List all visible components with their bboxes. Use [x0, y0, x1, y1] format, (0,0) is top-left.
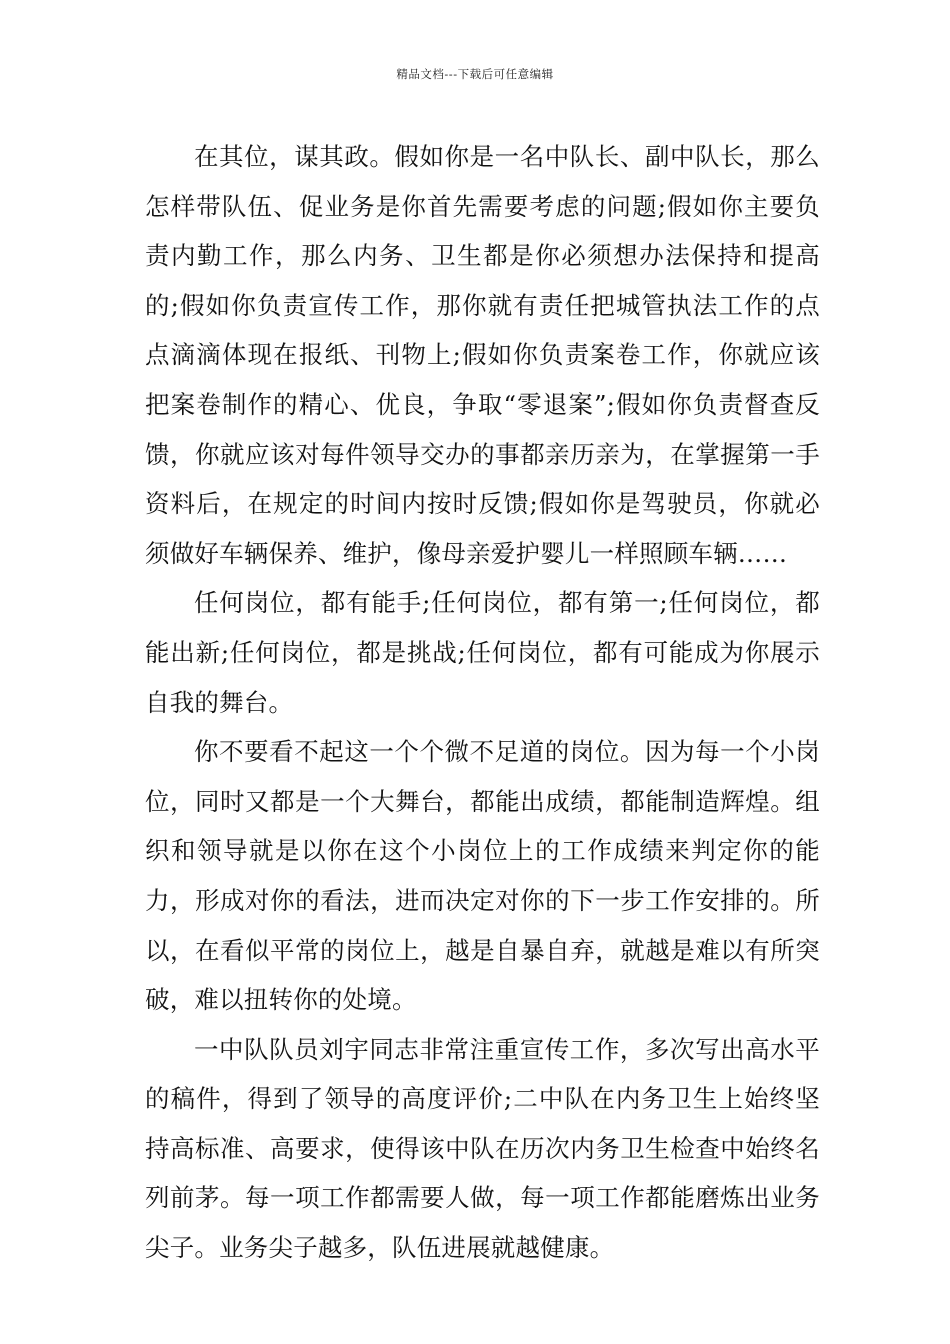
paragraph-1: 在其位，谋其政。假如你是一名中队长、副中队长，那么怎样带队伍、促业务是你首先需要考虑的问题;假如你主要负责内勤工作，那么内务、卫生都是你必须想办法保持和提高的;假如你负责宣传工作，那你就有责任把城管执法工作的点点滴滴体现在报纸、刊物上;假如你负责案卷工作，你就应该把案卷制作的精心、优良，争取“零退案”;假如你负责督查反馈，你就应该对每件领导交办的事都亲历亲为，在掌握第一手资料后，在规定的时间内按时反馈;假如你是驾驶员，你就必须做好车辆保养、维护，像母亲爱护婴儿一样照顾车辆…… [145, 142, 820, 568]
paragraph-4: 一中队队员刘宇同志非常注重宣传工作，多次写出高水平的稿件，得到了领导的高度评价;二中队在内务卫生上始终坚持高标准、高要求，使得该中队在历次内务卫生检查中始终名列前茅。每一项工作都需要人做，每一项工作都能磨炼出业务尖子。业务尖子越多，队伍进展就越健康。 [145, 1034, 820, 1263]
page-header: 精品文档---下载后可任意编辑 [396, 67, 554, 81]
paragraph-3: 你不要看不起这一个个微不足道的岗位。因为每一个小岗位，同时又都是一个大舞台，都能出成绩，都能制造辉煌。组织和领导就是以你在这个小岗位上的工作成绩来判定你的能力，形成对你的看法，进而决定对你的下一步工作安排的。所以，在看似平常的岗位上，越是自暴自弃，就越是难以有所突破，难以扭转你的处境。 [145, 737, 820, 1015]
paragraph-2: 任何岗位，都有能手;任何岗位，都有第一;任何岗位，都能出新;任何岗位，都是挑战;任何岗位，都有可能成为你展示自我的舞台。 [145, 588, 820, 717]
document-body [145, 132, 820, 1273]
